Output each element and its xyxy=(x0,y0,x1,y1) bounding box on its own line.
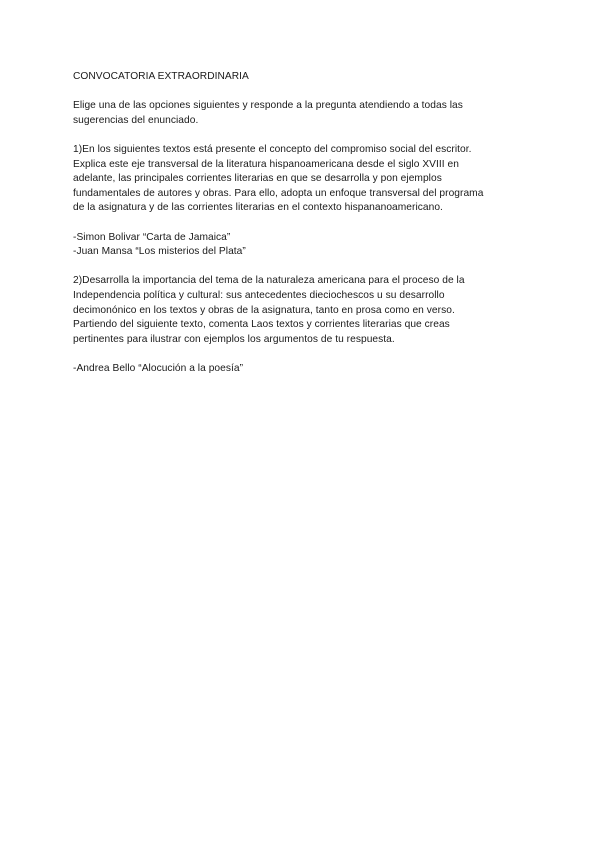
option-1-paragraph xyxy=(73,143,533,216)
reference-item: -Simon Bolivar “Carta de Jamaica” xyxy=(73,231,231,243)
option-2-paragraph xyxy=(73,274,533,347)
text-line: sugerencias del enunciado. xyxy=(73,114,199,126)
text-line: fundamentales de autores y obras. Para ello, adopta un enfoque transversal del programa xyxy=(73,187,484,199)
text-line: decimonónico en los textos y obras de la asignatura, tanto en prosa como en verso. xyxy=(73,304,455,316)
document-page xyxy=(73,70,533,391)
text-line: Elige una de las opciones siguientes y responde a la pregunta atendiendo a todas las xyxy=(73,100,463,112)
text-line: 2)Desarrolla la importancia del tema de la naturaleza americana para el proceso de la xyxy=(73,275,465,287)
text-line: Independencia política y cultural: sus antecedentes dieciochescos u su desarrollo xyxy=(73,289,445,301)
text-line: 1)En los siguientes textos está presente el concepto del compromiso social del escritor. xyxy=(73,143,472,155)
option-2-references xyxy=(73,362,533,377)
text-line: Partiendo del siguiente texto, comenta Laos textos y corrientes literarias que creas xyxy=(73,319,450,331)
intro-paragraph xyxy=(73,99,533,128)
document-title: CONVOCATORIA EXTRAORDINARIA xyxy=(73,71,249,82)
text-line: pertinentes para ilustrar con ejemplos los argumentos de tu respuesta. xyxy=(73,333,395,345)
reference-item: -Juan Mansa “Los misterios del Plata” xyxy=(73,246,246,258)
option-1-references xyxy=(73,231,533,260)
text-line: adelante, las principales corrientes literarias en que se desarrolla y pon ejemplos xyxy=(73,173,442,185)
text-line: Explica este eje transversal de la literatura hispanoamericana desde el siglo XVIII en xyxy=(73,158,459,170)
reference-item: -Andrea Bello “Alocución a la poesía” xyxy=(73,362,244,374)
text-line: de la asignatura y de las corrientes literarias en el contexto hispananoamericano. xyxy=(73,202,443,214)
